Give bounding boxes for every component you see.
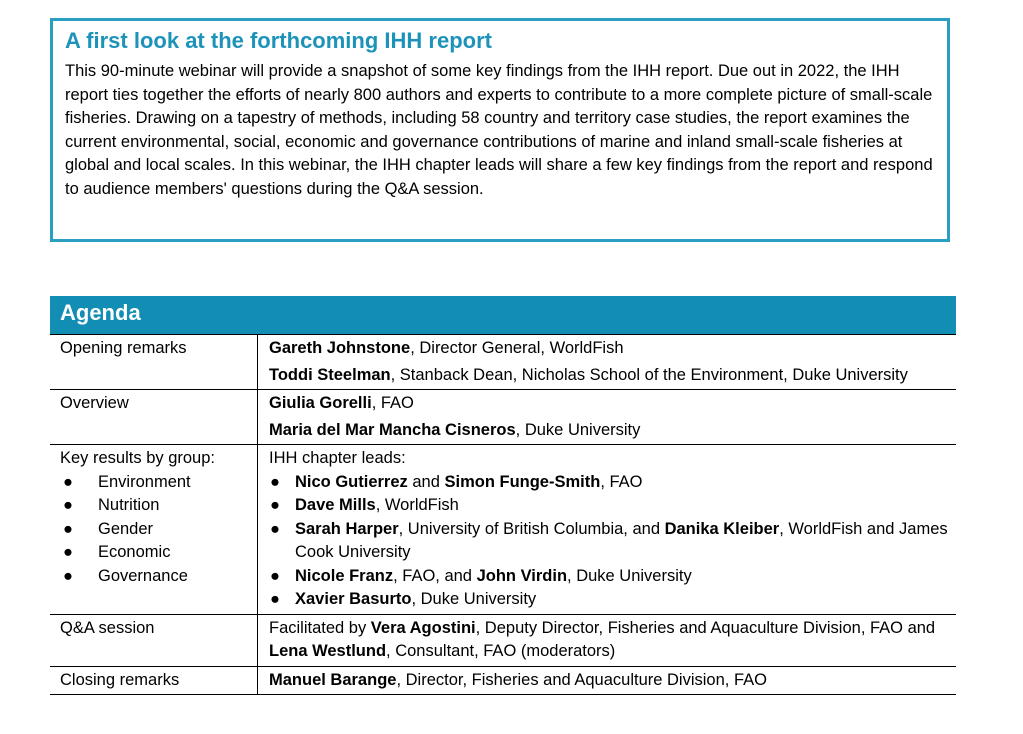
speaker-name: Lena Westlund bbox=[269, 642, 387, 660]
speaker-name: Manuel Barange bbox=[269, 670, 397, 689]
group-label: Gender bbox=[98, 519, 154, 538]
list-item bbox=[269, 588, 948, 612]
list-item bbox=[60, 518, 249, 542]
speaker-line bbox=[269, 419, 948, 443]
bullet-icon: ● bbox=[63, 496, 73, 514]
leads-label: IHH chapter leads: bbox=[269, 449, 406, 467]
speaker-role: , WorldFish bbox=[375, 496, 459, 514]
speaker-line bbox=[269, 364, 948, 388]
speaker-role: , Director General, WorldFish bbox=[410, 339, 624, 357]
table-row bbox=[50, 445, 956, 615]
agenda-topic: Q&A session bbox=[50, 614, 258, 666]
speaker-line bbox=[269, 337, 948, 361]
agenda-speakers bbox=[258, 390, 957, 445]
speaker-name: John Virdin bbox=[476, 566, 568, 585]
intro-body: This 90-minute webinar will provide a snapshot of some key findings from the IHH report. Due out in 2022, the IHH report ties together the efforts of nearly 800 authors and experts to contribute to a more complete picture of small-scale fisheries. Drawing on a tapestry of methods, including 58 country and territory case studies, the report examines the current environmental, social, economic and governance contributions of marine and inland small-scale fisheries at global and local scales. In this webinar, the IHH chapter leads will share a few key findings from the report and respond to audience members' questions during the Q&A session. bbox=[65, 62, 933, 198]
speaker-name: Nico Gutierrez bbox=[295, 472, 408, 491]
agenda-topic: Overview bbox=[50, 390, 258, 445]
group-label: Governance bbox=[98, 566, 188, 585]
topic-label: Key results by group: bbox=[60, 449, 215, 467]
speaker-name: Simon Funge-Smith bbox=[444, 472, 601, 491]
table-row bbox=[50, 666, 956, 695]
speaker-name: Xavier Basurto bbox=[295, 590, 412, 608]
bullet-icon: ● bbox=[63, 472, 73, 491]
speaker-name: Maria del Mar Mancha Cisneros bbox=[269, 420, 516, 439]
list-item bbox=[269, 494, 948, 518]
speaker-role: , Duke University bbox=[411, 590, 537, 608]
speaker-role: , Consultant, FAO (moderators) bbox=[386, 642, 616, 660]
list-item bbox=[269, 471, 948, 495]
bullet-icon: ● bbox=[63, 543, 73, 561]
list-item bbox=[60, 541, 249, 565]
speaker-role: , University of British Columbia, and bbox=[398, 519, 665, 538]
group-label: Nutrition bbox=[98, 496, 160, 514]
speaker-role: , FAO bbox=[371, 394, 414, 412]
speaker-name: Vera Agostini bbox=[370, 618, 476, 637]
speaker-role: , Director, Fisheries and Aquaculture Division, FAO bbox=[396, 670, 767, 689]
speaker-role: , FAO, and bbox=[393, 566, 477, 585]
bullet-icon: ● bbox=[270, 472, 280, 491]
list-item bbox=[269, 565, 948, 589]
qa-prefix: Facilitated by bbox=[269, 618, 371, 637]
bullet-icon: ● bbox=[270, 519, 280, 538]
list-item bbox=[269, 518, 948, 565]
bullet-icon: ● bbox=[63, 519, 73, 538]
table-row bbox=[50, 614, 956, 666]
agenda-speakers bbox=[258, 445, 957, 615]
leads-list bbox=[269, 471, 948, 612]
speaker-role: , FAO bbox=[600, 472, 643, 491]
speaker-name: Danika Kleiber bbox=[664, 519, 780, 538]
intro-box bbox=[50, 18, 950, 242]
agenda-speakers bbox=[258, 614, 957, 666]
speaker-name: Dave Mills bbox=[295, 496, 376, 514]
speaker-role: , WorldFish and James Cook University bbox=[295, 519, 948, 561]
speaker-name: Toddi Steelman bbox=[269, 365, 391, 384]
bullet-icon: ● bbox=[270, 566, 280, 585]
agenda-topic: Opening remarks bbox=[50, 335, 258, 390]
group-list bbox=[60, 471, 249, 589]
agenda-topic: Closing remarks bbox=[50, 666, 258, 695]
speaker-role: , Deputy Director, Fisheries and Aquaculture Division, FAO and bbox=[475, 618, 936, 637]
list-item bbox=[60, 565, 249, 589]
speaker-name: Giulia Gorelli bbox=[269, 394, 372, 412]
group-label: Environment bbox=[98, 472, 191, 491]
speaker-name: Sarah Harper bbox=[295, 519, 399, 538]
bullet-icon: ● bbox=[270, 590, 280, 608]
agenda-speakers bbox=[258, 335, 957, 390]
bullet-icon: ● bbox=[270, 496, 280, 514]
group-label: Economic bbox=[98, 543, 171, 561]
table-row bbox=[50, 390, 956, 445]
intro-title: A first look at the forthcoming IHH report bbox=[65, 28, 492, 53]
list-item bbox=[60, 494, 249, 518]
speaker-role: , Duke University bbox=[515, 420, 641, 439]
bullet-icon: ● bbox=[63, 566, 73, 585]
speaker-role: , Duke University bbox=[567, 566, 692, 585]
connector-text: and bbox=[407, 472, 445, 491]
speaker-line bbox=[269, 392, 948, 416]
agenda-section bbox=[50, 296, 956, 695]
speaker-name: Gareth Johnstone bbox=[269, 339, 411, 357]
agenda-speakers bbox=[258, 666, 957, 695]
agenda-header: Agenda bbox=[50, 296, 956, 334]
list-item bbox=[60, 471, 249, 495]
table-row bbox=[50, 335, 956, 390]
agenda-topic bbox=[50, 445, 258, 615]
agenda-table bbox=[50, 334, 956, 695]
speaker-role: , Stanback Dean, Nicholas School of the Environment, Duke University bbox=[390, 365, 908, 384]
speaker-name: Nicole Franz bbox=[295, 566, 394, 585]
